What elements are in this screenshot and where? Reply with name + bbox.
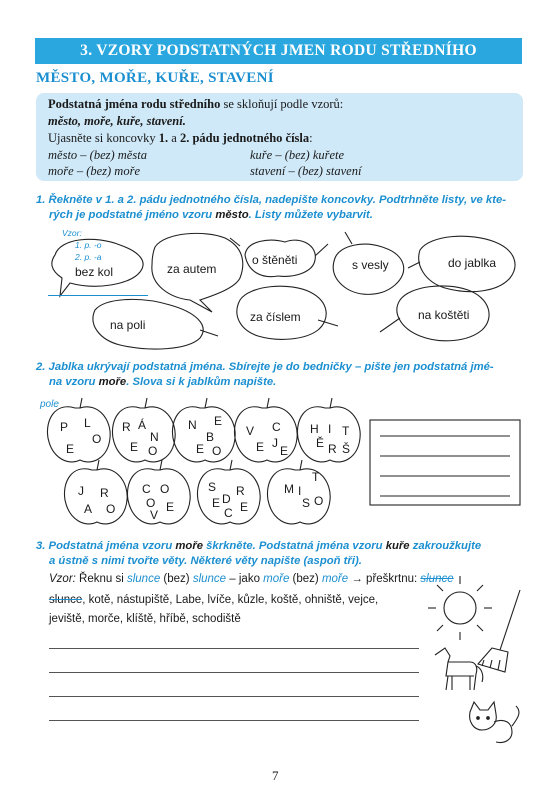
task-1-line-1: 1. Řekněte v 1. a 2. pádu jednotného čísla, nadepište koncovky. Podtrhněte listy, ve kte- xyxy=(36,194,507,206)
apple-letter: E xyxy=(66,442,75,456)
apple-letter: O xyxy=(212,444,222,458)
task-bold: kuře xyxy=(385,540,410,552)
apple-letter: O xyxy=(92,432,102,446)
rule-text: se skloňují podle vzorů: xyxy=(220,97,344,111)
rule-bold: 1. xyxy=(158,131,169,145)
apple-letter: A xyxy=(84,502,93,516)
example-text: Řeknu si xyxy=(75,573,127,585)
page-number: 7 xyxy=(272,768,279,783)
apple-letter: E xyxy=(196,442,205,456)
example-word: slunce xyxy=(126,573,161,585)
apple-letter: R xyxy=(122,420,131,434)
apple-letter: J xyxy=(78,484,84,498)
apple-letter: O xyxy=(148,444,158,458)
rule-text: a xyxy=(168,131,180,145)
horse-icon xyxy=(435,648,483,690)
apple-letter: E xyxy=(166,500,175,514)
task-text: zakroužkujte xyxy=(409,540,482,552)
apple-letter: C xyxy=(224,506,233,520)
apple-letter: E xyxy=(130,440,139,454)
apple-letter: E xyxy=(280,444,289,458)
apple-letter: R xyxy=(328,442,337,456)
apple-letter: O xyxy=(314,494,324,508)
task-bold: moře xyxy=(98,376,127,388)
task-bold: moře xyxy=(175,540,203,552)
apple-letter: V xyxy=(150,508,159,522)
task-text: . Slova si k jablkům napište. xyxy=(126,376,277,388)
leaf-text: na koštěti xyxy=(418,308,470,322)
example-text: → přeškrtnu: xyxy=(348,573,421,585)
vzor-case-2: 2. p. -a xyxy=(75,252,102,262)
task-2-line-1: 2. Jablka ukrývají podstatná jména. Sbírejte je do bedničky – pište jen podstatná jmé- xyxy=(36,361,494,373)
apple-letter: E xyxy=(214,414,223,428)
leaf-text: za autem xyxy=(167,262,217,276)
example-text: (bez) xyxy=(160,573,193,585)
rule-bold: Podstatná jména rodu středního xyxy=(48,97,221,111)
apple-letter: V xyxy=(246,424,255,438)
rule-example: město – (bez) města xyxy=(48,148,147,162)
vzor-label: Vzor: xyxy=(62,228,82,238)
vzor-label: Vzor: xyxy=(49,573,76,585)
task-text: 3. Podstatná jména vzoru xyxy=(36,540,176,552)
apple-letter: Ě xyxy=(316,436,325,450)
crossed-word: slunce xyxy=(49,594,83,606)
apple-letter: O xyxy=(160,482,170,496)
rule-example: kuře – (bez) kuřete xyxy=(250,148,345,162)
apple-letter: S xyxy=(302,496,311,510)
apple-letter: C xyxy=(272,420,281,434)
example-word: moře xyxy=(321,573,349,585)
rule-example: stavení – (bez) stavení xyxy=(250,164,362,178)
apple-letter: P xyxy=(60,420,69,434)
example-text: (bez) xyxy=(289,573,322,585)
apple-letter: E xyxy=(240,500,249,514)
apple-letter: S xyxy=(208,480,217,494)
apple-letter: R xyxy=(236,484,245,498)
apple-letter: C xyxy=(142,482,151,496)
rule-text: Ujasněte si koncovky xyxy=(48,131,159,145)
leaf-text: na poli xyxy=(110,318,146,332)
example-word: moře xyxy=(263,573,290,585)
apple-letter: H xyxy=(310,422,319,436)
rule-line-2: město, moře, kuře, stavení. xyxy=(48,114,186,128)
task-text: škrkněte. Podstatná jména vzoru xyxy=(203,540,386,552)
example-word: slunce xyxy=(192,573,227,585)
apple-letter: L xyxy=(84,416,91,430)
apple-letter: T xyxy=(342,424,350,438)
example-text: – jako xyxy=(226,573,264,585)
rule-text: : xyxy=(309,131,313,145)
task-text: na vzoru xyxy=(49,376,99,388)
task-3-line-2: a ústně s nimi tvořte věty. Některé věty napište (aspoň tři). xyxy=(49,555,362,567)
example-crossed-word: slunce xyxy=(420,573,454,585)
apple-letter: O xyxy=(106,502,116,516)
kitten-icon xyxy=(470,702,519,743)
task-text: rých je podstatné jméno vzoru xyxy=(49,209,216,221)
broom-icon xyxy=(478,590,520,672)
apple-letter: Š xyxy=(342,442,351,456)
apple-letter: O xyxy=(146,496,156,510)
apple-letter: B xyxy=(206,430,215,444)
task-3-words-2: jeviště, morče, klíště, hříbě, schodiště xyxy=(49,613,241,625)
apple-letter: I xyxy=(298,484,302,498)
rule-example: moře – (bez) moře xyxy=(48,164,140,178)
sun-icon xyxy=(428,576,492,640)
apple-letter: D xyxy=(222,492,231,506)
apple-letter: T xyxy=(312,470,320,484)
leaf-text: za číslem xyxy=(250,310,301,324)
vzor-case-1: 1. p. -o xyxy=(75,240,102,250)
example-word: pole xyxy=(40,399,59,410)
apple-letter: Á xyxy=(138,418,147,432)
apple-letter: M xyxy=(284,482,294,496)
task-text: . Listy můžete vybarvit. xyxy=(248,209,373,221)
apple-letter: N xyxy=(188,418,197,432)
apple-letter: I xyxy=(328,422,332,436)
leaf-text: bez kol xyxy=(75,265,114,279)
apple-letter: E xyxy=(212,496,221,510)
leaf-text: do jablka xyxy=(448,256,497,270)
rule-bold: 2. pádu jednotného čísla xyxy=(179,131,310,145)
subheading: MĚSTO, MOŘE, KUŘE, STAVENÍ xyxy=(36,70,274,86)
leaf-text: s vesly xyxy=(352,258,389,272)
task-bold: město xyxy=(215,209,249,221)
apple-letter: E xyxy=(256,440,265,454)
section-banner: 3. VZORY PODSTATNÝCH JMEN RODU STŘEDNÍHO xyxy=(35,38,522,64)
word-list: , kotě, nástupiště, Labe, lvíče, kůzle, koště, ohniště, vejce, xyxy=(82,594,379,606)
apple-letter: J xyxy=(272,436,278,450)
apple-letter: R xyxy=(100,486,109,500)
leaf-text: o štěněti xyxy=(252,253,298,267)
apple-letter: N xyxy=(150,430,159,444)
